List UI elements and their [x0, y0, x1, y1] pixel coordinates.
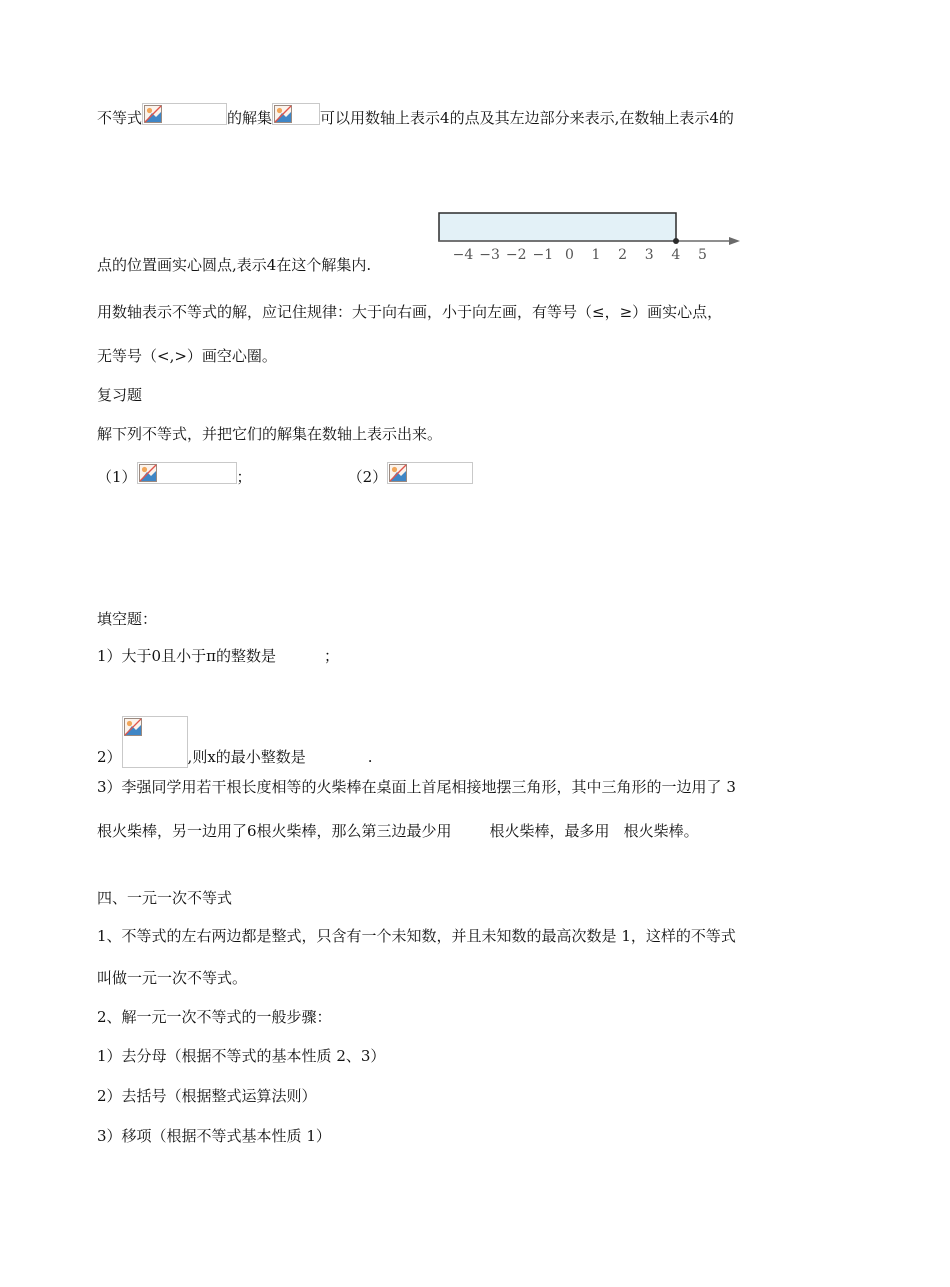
- tick-label: −2: [505, 247, 527, 263]
- paragraph-solution-set: 不等式 的解集 可以用数轴上表示4的点及其左边部分来表示,在数轴上表示4的: [97, 103, 734, 128]
- tick-label: 2: [618, 247, 628, 263]
- exercise-2-formula-image: [387, 462, 473, 484]
- definition-line-2: 叫做一元一次不等式。: [97, 969, 248, 987]
- section-4-title: 四、一元一次不等式: [97, 889, 233, 907]
- rule-line-2: 无等号（<,>）画空心圈。: [97, 347, 277, 365]
- axis-arrow-icon: [729, 237, 740, 245]
- number-line-figure: [436, 206, 746, 266]
- step-3: 3）移项（根据不等式基本性质 1）: [97, 1127, 331, 1145]
- tick-label: −4: [452, 247, 474, 263]
- review-question: 解下列不等式，并把它们的解集在数轴上表示出来。: [97, 425, 443, 443]
- broken-image-icon: [139, 464, 157, 482]
- steps-heading: 2、解一元一次不等式的一般步骤：: [97, 1008, 332, 1026]
- rule-line-1: 用数轴表示不等式的解，应记住规律：大于向右画，小于向左画，有等号（≤，≥）画实心点，: [97, 303, 723, 321]
- tick-label: −3: [479, 247, 500, 263]
- fill-question-2: 2） ,则x的最小整数是 .: [97, 716, 373, 768]
- review-title: 复习题: [97, 386, 143, 404]
- fill-question-1: 1）大于0且小于π的整数是 ；: [97, 647, 339, 665]
- fill-question-3-line-2: 根火柴棒，另一边用了6根火柴棒，那么第三边最少用 根火柴棒，最多用 根火柴棒。: [97, 822, 699, 840]
- definition-line-1: 1、不等式的左右两边都是整式，只含有一个未知数，并且未知数的最高次数是 1，这样的不等式: [97, 927, 736, 945]
- tick-label: 5: [697, 247, 707, 263]
- exercise-1-formula-image: [137, 462, 237, 484]
- tick-label: 4: [671, 247, 681, 263]
- fraction-formula-image: [122, 716, 188, 768]
- review-items: （1） ； （2）: [97, 462, 473, 487]
- tick-labels: [453, 247, 707, 263]
- paragraph-solid-dot: 点的位置画实心圆点,表示4在这个解集内.: [97, 256, 372, 274]
- tick-label: 1: [591, 247, 601, 263]
- broken-image-icon: [144, 105, 162, 123]
- broken-image-icon: [389, 464, 407, 482]
- tick-label: 0: [564, 247, 574, 263]
- tick-label: −1: [532, 247, 554, 263]
- tick-label: 3: [644, 247, 654, 263]
- broken-image-icon: [274, 105, 292, 123]
- fill-blank-title: 填空题：: [97, 610, 158, 628]
- solid-point-4: [673, 238, 679, 244]
- step-1: 1）去分母（根据不等式的基本性质 2、3）: [97, 1047, 386, 1065]
- solution-shading: [439, 213, 676, 241]
- inequality-formula-image: [142, 103, 227, 125]
- solution-set-formula-image: [272, 103, 320, 125]
- fill-question-3-line-1: 3）李强同学用若干根长度相等的火柴棒在桌面上首尾相接地摆三角形，其中三角形的一边用了 3: [97, 778, 736, 796]
- broken-image-icon: [124, 718, 142, 736]
- step-2: 2）去括号（根据整式运算法则）: [97, 1087, 317, 1105]
